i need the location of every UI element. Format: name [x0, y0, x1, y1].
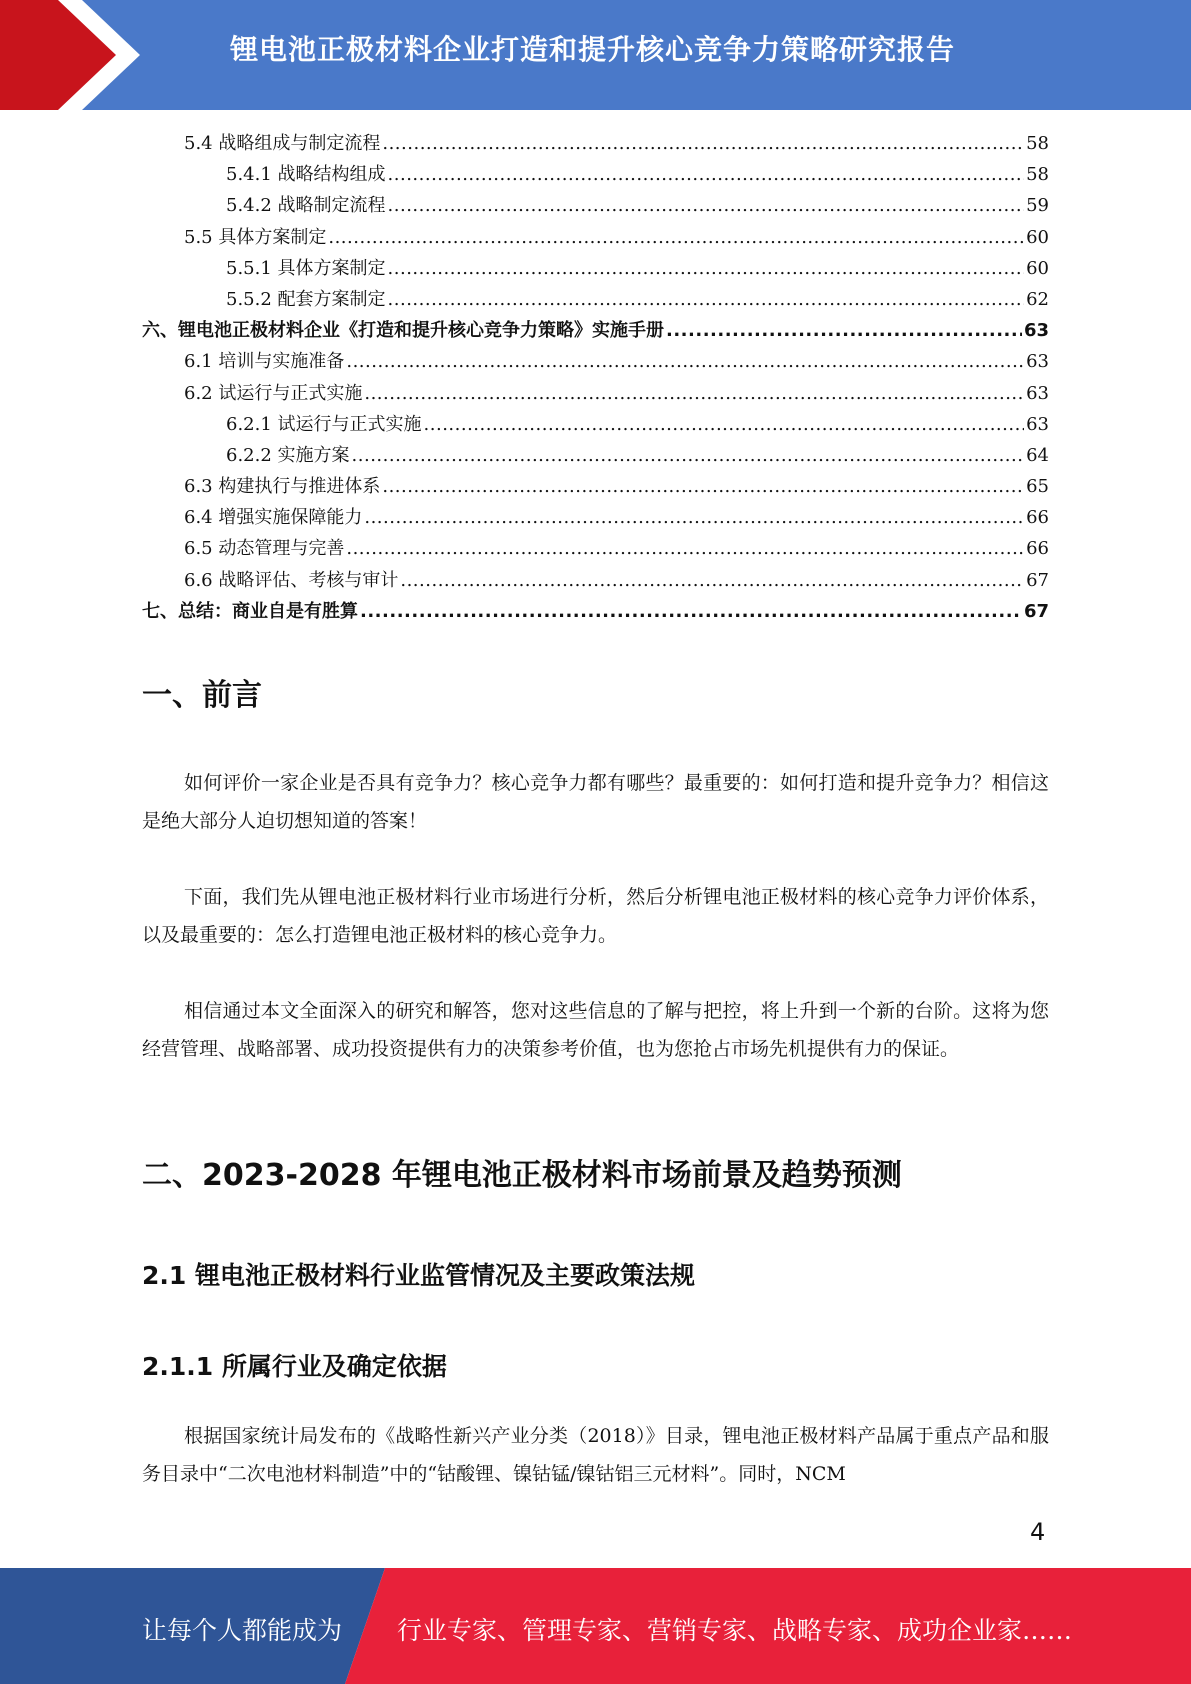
toc-entry-label: 5.5 具体方案制定: [184, 226, 327, 248]
toc-entry[interactable]: [142, 128, 1049, 159]
toc-dot-leader: [364, 378, 1024, 409]
toc-entry-page: 67: [1026, 569, 1049, 591]
toc-entry-label: 6.2.1 试运行与正式实施: [226, 413, 422, 435]
toc-entry-page: 67: [1023, 600, 1049, 622]
toc-entry-label: 5.4.1 战略结构组成: [226, 164, 386, 186]
toc-entry-label: 6.1 培训与实施准备: [184, 351, 345, 373]
toc-entry[interactable]: [142, 346, 1049, 377]
toc-entry-page: 63: [1026, 351, 1049, 373]
header-title: 锂电池正极材料企业打造和提升核心竞争力策略研究报告: [230, 33, 956, 66]
toc-entry-page: 60: [1026, 257, 1049, 279]
toc-entry-label: 5.4.2 战略制定流程: [226, 195, 386, 217]
toc-dot-leader: [424, 409, 1025, 440]
toc-entry-label: 5.5.1 具体方案制定: [226, 257, 386, 279]
toc-entry[interactable]: [142, 378, 1049, 409]
toc-entry[interactable]: [142, 471, 1049, 502]
page-header-banner: [0, 0, 1191, 110]
toc-dot-leader: [388, 159, 1025, 190]
toc-dot-leader: [328, 222, 1024, 253]
toc-entry-label: 6.6 战略评估、考核与审计: [184, 569, 399, 591]
toc-dot-leader: [400, 565, 1024, 596]
toc-entry-page: 60: [1026, 226, 1049, 248]
toc-entry-page: 63: [1026, 413, 1049, 435]
toc-dot-leader: [666, 315, 1022, 346]
toc-entry-page: 64: [1026, 444, 1049, 466]
toc-entry-page: 63: [1026, 382, 1049, 404]
toc-entry-page: 58: [1026, 164, 1049, 186]
preface-paragraph-1: 如何评价一家企业是否具有竞争力？核心竞争力都有哪些？最重要的：如何打造和提升竞争力？相信这是绝大部分人迫切想知道的答案！: [142, 772, 1049, 832]
toc-entry[interactable]: [142, 565, 1049, 596]
toc-entry[interactable]: [142, 440, 1049, 471]
toc-entry-label: 6.2.2 实施方案: [226, 444, 350, 466]
preface-paragraph-2: 下面，我们先从锂电池正极材料行业市场进行分析，然后分析锂电池正极材料的核心竞争力评价体系，以及最重要的：怎么打造锂电池正极材料的核心竞争力。: [142, 886, 1049, 946]
toc-entry[interactable]: [142, 315, 1049, 346]
section-2-1-1-title: 2.1.1 所属行业及确定依据: [142, 1352, 447, 1381]
toc-entry-page: 65: [1026, 476, 1049, 498]
toc-entry[interactable]: [142, 502, 1049, 533]
toc-entry-label: 5.5.2 配套方案制定: [226, 288, 386, 310]
toc-entry[interactable]: [142, 409, 1049, 440]
footer-slogan-left: 让每个人都能成为: [142, 1616, 343, 1645]
toc-entry-page: 66: [1026, 507, 1049, 529]
toc-entry-page: 66: [1026, 538, 1049, 560]
toc-entry-page: 62: [1026, 288, 1049, 310]
table-of-contents: [142, 128, 1049, 627]
chapter-2-title: 二、2023-2028 年锂电池正极材料市场前景及趋势预测: [142, 1158, 902, 1193]
page-number: 4: [1030, 1518, 1046, 1546]
toc-entry-label: 6.5 动态管理与完善: [184, 538, 345, 560]
toc-entry-label: 6.2 试运行与正式实施: [184, 382, 363, 404]
toc-entry-label: 六、锂电池正极材料企业《打造和提升核心竞争力策略》实施手册: [142, 320, 664, 342]
toc-dot-leader: [382, 128, 1024, 159]
toc-entry-page: 63: [1023, 320, 1049, 342]
toc-dot-leader: [346, 346, 1024, 377]
toc-entry-label: 6.4 增强实施保障能力: [184, 507, 363, 529]
section-2-1-1-paragraph: 根据国家统计局发布的《战略性新兴产业分类（2018）》目录，锂电池正极材料产品属于重点产品和服务目录中“二次电池材料制造”中的“钴酸锂、镍钴锰/镍钴铝三元材料”。同时，NCM: [142, 1425, 1049, 1485]
toc-entry-page: 58: [1026, 133, 1049, 154]
toc-entry[interactable]: [142, 190, 1049, 221]
toc-entry-label: 七、总结：商业自是有胜算: [142, 600, 358, 622]
toc-dot-leader: [382, 471, 1024, 502]
toc-entry-label: 6.3 构建执行与推进体系: [184, 476, 381, 498]
toc-entry[interactable]: [142, 533, 1049, 564]
page-footer-banner: [0, 1568, 1191, 1684]
toc-entry[interactable]: [142, 222, 1049, 253]
preface-paragraph-3: 相信通过本文全面深入的研究和解答，您对这些信息的了解与把控，将上升到一个新的台阶。这将为您经营管理、战略部署、成功投资提供有力的决策参考价值，也为您抢占市场先机提供有力的保证。: [142, 1000, 1049, 1060]
toc-dot-leader: [388, 190, 1025, 221]
toc-dot-leader: [388, 253, 1025, 284]
section-2-1-title: 2.1 锂电池正极材料行业监管情况及主要政策法规: [142, 1261, 695, 1290]
toc-entry-label: 5.4 战略组成与制定流程: [184, 133, 381, 154]
footer-slogan-right: 行业专家、管理专家、营销专家、战略专家、成功企业家……: [397, 1616, 1073, 1645]
toc-entry[interactable]: [142, 159, 1049, 190]
toc-dot-leader: [352, 440, 1025, 471]
toc-dot-leader: [388, 284, 1025, 315]
toc-entry[interactable]: [142, 596, 1049, 627]
toc-dot-leader: [360, 596, 1022, 627]
section-title-preface: 一、前言: [142, 678, 262, 713]
toc-entry-page: 59: [1026, 195, 1049, 217]
toc-entry[interactable]: [142, 284, 1049, 315]
toc-entry[interactable]: [142, 253, 1049, 284]
toc-dot-leader: [364, 502, 1024, 533]
toc-dot-leader: [346, 533, 1024, 564]
